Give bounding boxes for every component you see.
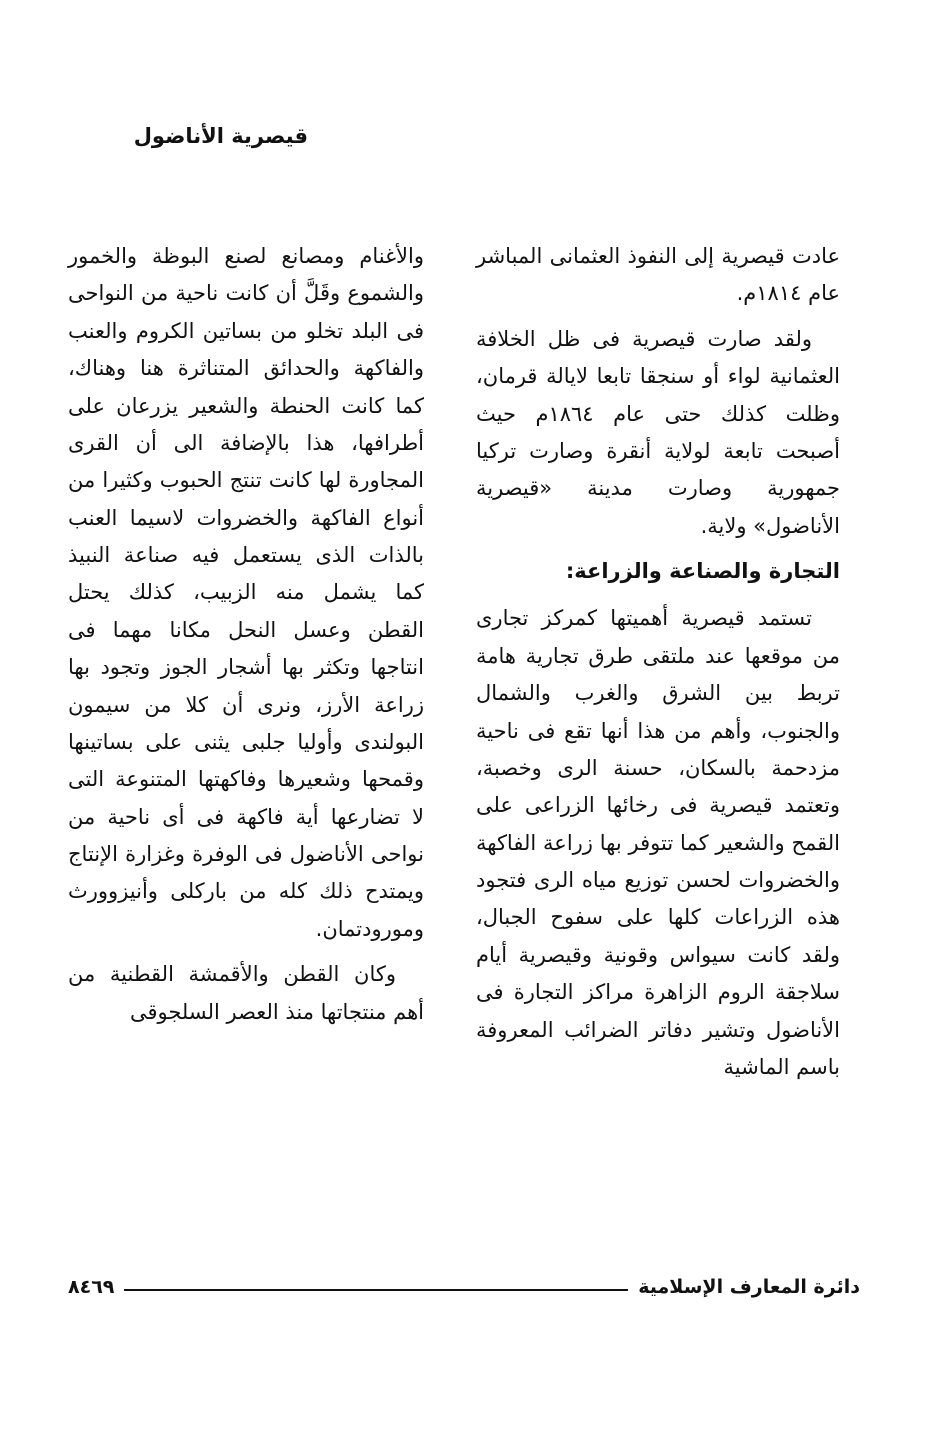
page-footer xyxy=(68,1272,860,1302)
right-text-column xyxy=(476,238,840,1094)
paragraph-trade-importance: تستمد قيصرية أهميتها كمركز تجارى من موقعها عند ملتقى طرق تجارية هامة تربط بين الشرق والغرب والشمال والجنوب، وأهم من هذا أنها تقع فى ناحية مزدحمة بالسكان، حسنة الرى وخصبة، وتعتمد قيصرية فى رخائها الزراعى على القمح والشعير كما تتوفر بها زراعة الفاكهة والخضروات لحسن توزيع مياه الرى فتجود هذه الزراعات كلها على سفوح الجبال، ولقد كانت سيواس وقونية وقيصرية أيام سلاجقة الروم الزاهرة مراكز التجارة فى الأناضول وتشير دفاتر الضرائب المعروفة باسم الماشية xyxy=(476,606,840,1079)
paragraph-intro: عادت قيصرية إلى النفوذ العثمانى المباشر عام ١٨١٤م. xyxy=(476,244,840,306)
running-header-title: قيصرية الأناضول xyxy=(133,124,308,148)
footer-divider-line xyxy=(124,1289,628,1291)
footer-page-number: ٨٤٦٩ xyxy=(68,1276,115,1298)
footer-publication-title: دائرة المعارف الإسلامية xyxy=(638,1276,860,1298)
left-text-column xyxy=(68,238,424,1039)
paragraph-cotton-products: وكان القطن والأقمشة القطنية من أهم منتجاتها منذ العصر السلجوقى xyxy=(68,962,424,1024)
paragraph-crops-and-orchards: والأغنام ومصانع لصنع البوظة والخمور والشموع وقَلَّ أن كانت ناحية من النواحى فى البلد تخلو من بساتين الكروم والعنب والفاكهة والحدائق المتناثرة هنا وهناك، كما كانت الحنطة والشعير يزرعان على أطرافها، هذا بالإضافة الى أن القرى المجاورة لها كانت تنتج الحبوب وكثيرا من أنواع الفاكهة والخضروات لاسيما العنب بالذات الذى يستعمل فيه صناعة النبيذ كما يشمل منه الزبيب، كذلك يحتل القطن وعسل النحل مكانا مهما فى انتاجها وتكثر بها أشجار الجوز وتجود بها زراعة الأرز، ونرى أن كلا من سيمون البولندى وأوليا جلبى يثنى على بساتينها وقمحها وشعيرها وفاكهتها المتنوعة التى لا تضارعها أية فاكهة فى أى ناحية من نواحى الأناضول فى الوفرة وغزارة الإنتاج ويمتدح ذلك كله من باركلى وأنيزوورث ومورودتمان. xyxy=(68,244,424,941)
section-heading-trade-industry-agriculture: التجارة والصناعة والزراعة: xyxy=(565,559,840,583)
paragraph-ottoman-administration: ولقد صارت قيصرية فى ظل الخلافة العثمانية لواء أو سنجقا تابعا لايالة قرمان، وظلت كذلك حتى عام ١٨٦٤م حيث أصبحت تابعة لولاية أنقرة وصارت تركيا جمهورية وصارت مدينة «قيصرية الأناضول» ولاية. xyxy=(476,326,840,538)
